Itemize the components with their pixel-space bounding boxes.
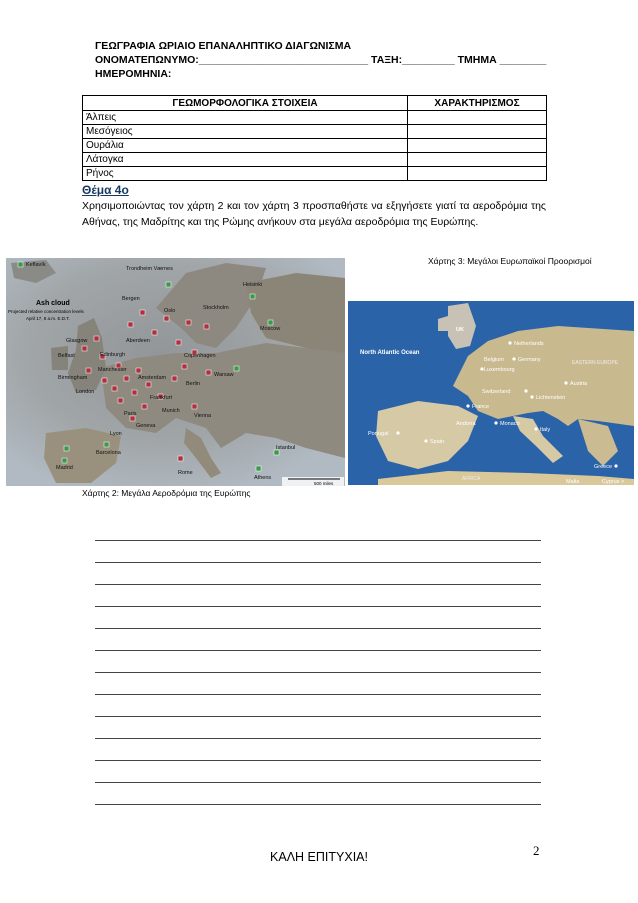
student-info-line: ΟΝΟΜΑΤΕΠΩΝΥΜΟ:_____________________________ ΤΑΞΗ:_________ ΤΜΗΜΑ ________ — [95, 54, 547, 66]
table-cell: Λάτογκα — [83, 153, 408, 167]
airport-marker — [128, 322, 133, 327]
airport-marker — [82, 346, 87, 351]
airport-marker — [192, 404, 197, 409]
destination-dot — [512, 357, 515, 360]
table-header-features: ΓΕΩΜΟΡΦΟΛΟΓΙΚΑ ΣΤΟΙΧΕΙΑ — [83, 96, 408, 111]
table-row — [83, 125, 547, 139]
city-label: Berlin — [186, 381, 201, 387]
destination-dot — [614, 464, 617, 467]
city-label: Barcelona — [96, 450, 121, 456]
table-cell: Ουράλια — [83, 139, 408, 153]
map3-label: Greece — [594, 464, 613, 470]
airport-marker — [132, 390, 137, 395]
airport-marker — [124, 376, 129, 381]
city-label: Helsinki — [243, 282, 263, 288]
answer-line[interactable] — [95, 804, 541, 805]
date-line: ΗΜΕΡΟΜΗΝΙΑ: — [95, 68, 172, 80]
destination-dot — [530, 395, 533, 398]
city-label: Geneva — [136, 423, 156, 429]
map3-label-uk: UK — [456, 327, 464, 333]
map3-label: AFRICA — [462, 476, 481, 482]
answer-line[interactable] — [95, 672, 541, 673]
destination-dot — [564, 381, 567, 384]
city-label: Copenhagen — [184, 353, 216, 359]
city-label: Bergen — [122, 296, 140, 302]
airport-marker — [256, 466, 261, 471]
map2-legend-date: April 17, 8 a.m. E.D.T. — [26, 316, 70, 321]
map3-label: Netherlands — [514, 341, 544, 347]
map3-label: Andorra — [456, 421, 476, 427]
airport-marker — [146, 382, 151, 387]
city-label: Moscow — [260, 326, 281, 332]
destination-dot — [396, 431, 399, 434]
airport-marker — [118, 398, 123, 403]
city-label: Edinburgh — [100, 352, 126, 358]
table-cell: Άλπεις — [83, 111, 408, 125]
city-label: Frankfurt — [150, 395, 173, 401]
table-cell: Μεσόγειος — [83, 125, 408, 139]
map3-label: Malta — [566, 479, 580, 485]
airport-marker — [62, 458, 67, 463]
airport-marker — [136, 368, 141, 373]
map3-label: EASTERN EUROPE — [572, 360, 619, 366]
answer-line[interactable] — [95, 760, 541, 761]
city-label: Trondheim Værnes — [126, 266, 173, 272]
city-label: Madrid — [56, 465, 73, 471]
page-number: 2 — [533, 843, 540, 858]
airport-marker — [102, 378, 107, 383]
scale-label: 500 miles — [314, 481, 334, 486]
map3-label: Cyprus > — [602, 479, 625, 485]
map3-label: Belgium — [484, 357, 504, 363]
map3-label: Lichtenstein — [536, 395, 566, 401]
map2-legend-subtitle: Projected relative concentration levels — [8, 309, 84, 314]
answer-line[interactable] — [95, 540, 541, 541]
map2-airports — [6, 258, 345, 486]
geomorphology-table — [82, 95, 547, 181]
airport-marker — [176, 340, 181, 345]
map3-caption: Χάρτης 3: Μεγάλοι Ευρωπαϊκοί Προορισμοί — [428, 256, 592, 266]
map2-caption: Χάρτης 2: Μεγάλα Αεροδρόμια της Ευρώπης — [82, 488, 251, 498]
map2-legend-title: Ash cloud — [36, 300, 70, 307]
airport-marker — [86, 368, 91, 373]
map3-label: Monaco — [500, 421, 520, 427]
city-label: Stockholm — [203, 305, 229, 311]
answer-cell[interactable] — [408, 167, 547, 181]
city-label: Aberdeen — [126, 338, 150, 344]
city-label: Athens — [254, 475, 272, 481]
destination-dot — [480, 367, 483, 370]
city-label: Warsaw — [214, 372, 234, 378]
city-label: Manchester — [98, 367, 127, 373]
footer-wish: ΚΑΛΗ ΕΠΙΤΥΧΙΑ! — [270, 850, 368, 864]
map3-label: Italy — [540, 427, 551, 433]
city-label: Glasgow — [66, 338, 88, 344]
map3-label: Spain — [430, 439, 445, 445]
airport-marker — [204, 324, 209, 329]
destination-dot — [424, 439, 427, 442]
answer-line[interactable] — [95, 650, 541, 651]
airport-marker — [164, 316, 169, 321]
answer-line[interactable] — [95, 694, 541, 695]
exam-title: ΓΕΩΓΡΑΦΙΑ ΩΡΙΑΙΟ ΕΠΑΝΑΛΗΠΤΙΚΟ ΔΙΑΓΩΝΙΣΜΑ — [95, 40, 352, 52]
destination-dot — [494, 421, 497, 424]
airport-marker — [250, 294, 255, 299]
map3-label: Switzerland — [482, 389, 511, 395]
answer-cell[interactable] — [408, 111, 547, 125]
city-label: Rome — [178, 470, 193, 476]
city-label: London — [76, 389, 95, 395]
airport-marker — [94, 336, 99, 341]
table-row — [83, 139, 547, 153]
destination-dot — [534, 427, 537, 430]
answer-cell[interactable] — [408, 139, 547, 153]
airport-marker — [206, 370, 211, 375]
airport-marker — [178, 456, 183, 461]
map3-image — [348, 301, 634, 485]
airport-marker — [140, 310, 145, 315]
airport-marker — [104, 442, 109, 447]
answer-cell[interactable] — [408, 153, 547, 167]
table-cell: Ρήνος — [83, 167, 408, 181]
airport-marker — [142, 404, 147, 409]
map3-destinations — [348, 301, 634, 485]
answer-cell[interactable] — [408, 125, 547, 139]
airport-marker — [166, 282, 171, 287]
answer-line[interactable] — [95, 628, 541, 629]
map3-label: Germany — [518, 357, 541, 363]
answer-line[interactable] — [95, 606, 541, 607]
airport-marker — [234, 366, 239, 371]
city-label: Belfast — [58, 353, 75, 359]
table-header-characterization: ΧΑΡΑΚΤΗΡΙΣΜΟΣ — [408, 96, 547, 111]
answer-line[interactable] — [95, 782, 541, 783]
map3-label: Luxembourg — [484, 367, 515, 373]
question-text: Χρησιμοποιώντας τον χάρτη 2 και τον χάρτη 3 προσπαθήστε να εξηγήσετε γιατί τα αεροδρόμια της Αθήνας, της Μαδρίτης και της Ρώμης ανήκουν στα μεγάλα αεροδρόμια της Ευρώπης. — [82, 200, 546, 228]
city-label: Istanbul — [276, 445, 296, 451]
table-row — [83, 167, 547, 181]
destination-dot — [466, 404, 469, 407]
city-label: Keflavík — [26, 262, 46, 268]
airport-marker — [64, 446, 69, 451]
airport-marker — [18, 262, 23, 267]
city-label: Amsterdam — [138, 375, 167, 381]
table-row — [83, 111, 547, 125]
airport-marker — [182, 364, 187, 369]
city-label: Paris — [124, 411, 137, 417]
destination-dot — [508, 341, 511, 344]
destination-dot — [524, 389, 527, 392]
airport-marker — [112, 386, 117, 391]
answer-line[interactable] — [95, 584, 541, 585]
city-label: Munich — [162, 408, 180, 414]
table-row — [83, 153, 547, 167]
map3-label: France — [472, 404, 490, 410]
map3-label: Austria — [570, 381, 588, 387]
answer-line[interactable] — [95, 716, 541, 717]
answer-line[interactable] — [95, 562, 541, 563]
airport-marker — [172, 376, 177, 381]
map3-label: Portugal — [368, 431, 389, 437]
map3-label-ocean: North Atlantic Ocean — [360, 350, 420, 356]
answer-line[interactable] — [95, 738, 541, 739]
airport-marker — [268, 320, 273, 325]
theme-title: Θέμα 4ο — [82, 183, 129, 197]
airport-marker — [186, 320, 191, 325]
city-label: Birmingham — [58, 375, 88, 381]
airport-marker — [152, 330, 157, 335]
city-label: Oslo — [164, 308, 176, 314]
map2-image — [6, 258, 345, 486]
city-label: Vienna — [194, 413, 212, 419]
table-header-row — [83, 96, 547, 111]
city-label: Lyon — [110, 431, 122, 437]
